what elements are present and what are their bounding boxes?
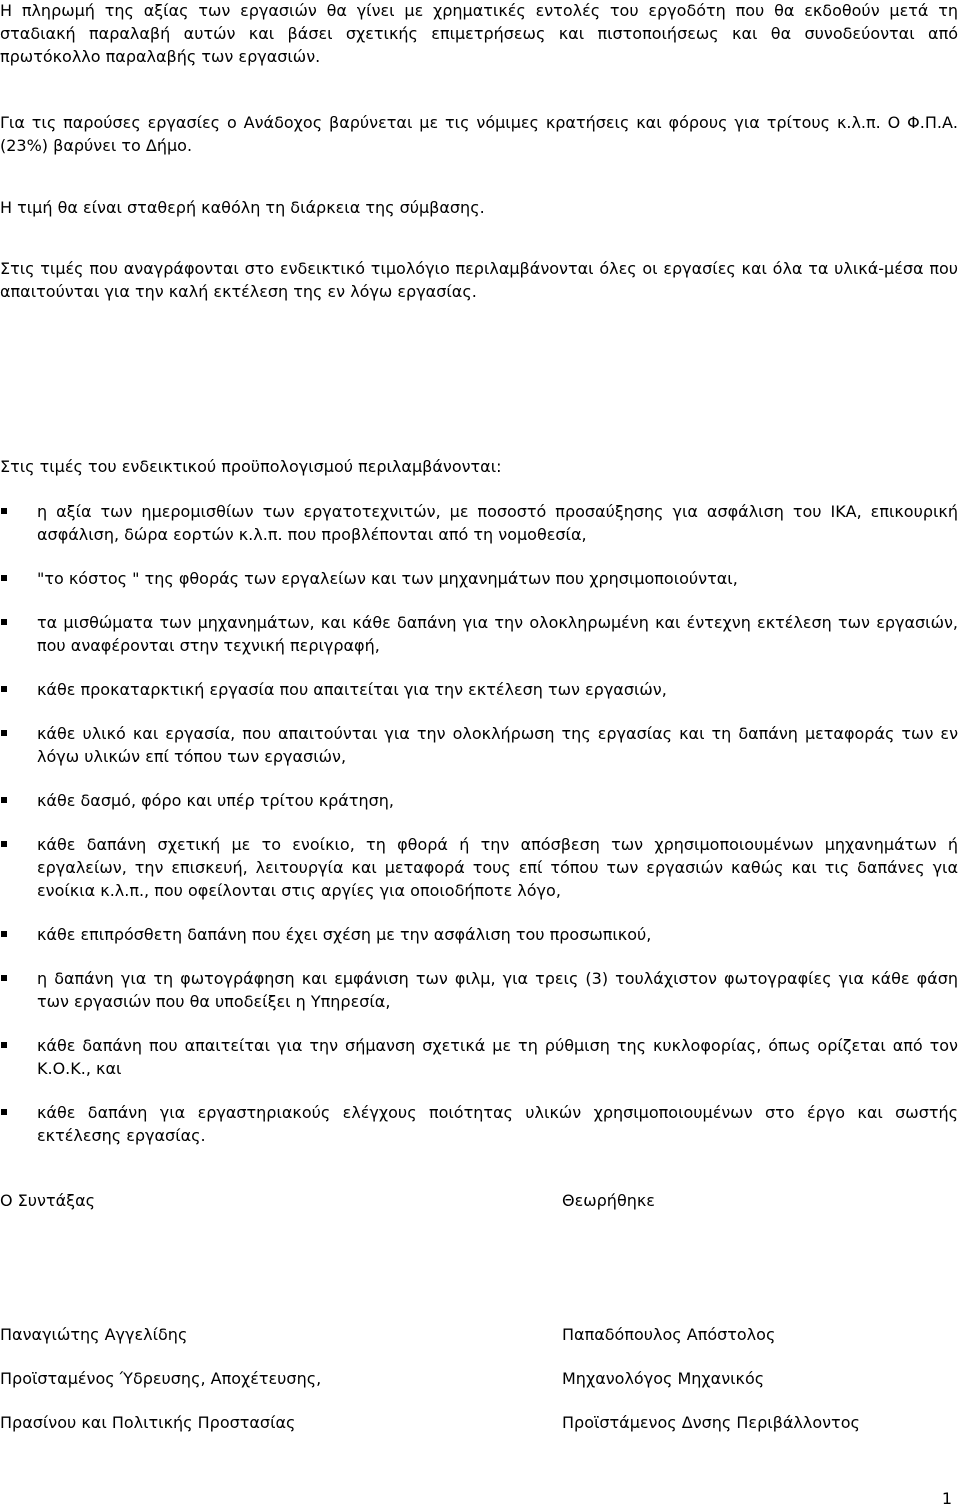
list-item: κάθε προκαταρκτική εργασία που απαιτείται για την εκτέλεση των εργασιών, — [0, 678, 958, 701]
prices-include-paragraph: Στις τιμές που αναγράφονται στο ενδεικτικό τιμολόγιο περιλαμβάνονται όλες οι εργασίες και όλα τα υλικά-μέσα που απαιτούνται για την καλή εκτέλεση της εν λόγω εργασίας. — [0, 259, 958, 301]
square-bullet-icon — [1, 975, 7, 981]
left-signature-heading: Ο Συντάξας — [0, 1191, 96, 1210]
payment-paragraph: Η πληρωμή της αξίας των εργασιών θα γίνει με χρηματικές εντολές του εργοδότη που θα εκδοθούν μετά τη σταδιακή παραλαβή αυτών και βάσει σχετικής επιμετρήσεως και πιστοποιήσεως και θα συνοδεύονται από πρωτόκολλο παραλαβής των εργασιών. — [0, 1, 958, 66]
budget-intro-paragraph: Στις τιμές του ενδεικτικού προϋπολογισμού περιλαμβάνονται: — [0, 457, 502, 476]
square-bullet-icon — [1, 686, 7, 692]
right-signatory-title-line1: Μηχανολόγος Μηχανικός — [562, 1369, 765, 1388]
left-signatory-title-line2: Πρασίνου και Πολιτικής Προστασίας — [0, 1413, 296, 1432]
list-item: κάθε δαπάνη που απαιτείται για την σήμανση σχετικά με τη ρύθμιση της κυκλοφορίας, όπως ορίζεται από τον Κ.Ο.Κ., και — [0, 1034, 958, 1080]
square-bullet-icon — [1, 841, 7, 847]
page-number: 1 — [941, 1489, 952, 1508]
right-signature-heading: Θεωρήθηκε — [562, 1191, 655, 1210]
list-item: τα μισθώματα των μηχανημάτων, και κάθε δαπάνη για την ολοκληρωμένη και έντεχνη εκτέλεση των εργασιών, που αναφέρονται στην τεχνική περιγραφή, — [0, 611, 958, 657]
list-item: κάθε επιπρόσθετη δαπάνη που έχει σχέση με την ασφάλιση του προσωπικού, — [0, 923, 958, 946]
list-item: κάθε υλικό και εργασία, που απαιτούνται για την ολοκλήρωση της εργασίας και τη δαπάνη μεταφοράς των εν λόγω υλικών επί τόπου των εργασιών, — [0, 722, 958, 768]
square-bullet-icon — [1, 730, 7, 736]
left-signatory-title-line1: Προϊσταμένος Ύδρευσης, Αποχέτευσης, — [0, 1369, 322, 1388]
square-bullet-icon — [1, 1042, 7, 1048]
included-costs-list — [0, 500, 958, 1168]
list-item: κάθε δασμό, φόρο και υπέρ τρίτου κράτηση, — [0, 789, 958, 812]
square-bullet-icon — [1, 1109, 7, 1115]
right-signatory-name: Παπαδόπουλος Απόστολος — [562, 1325, 776, 1344]
square-bullet-icon — [1, 619, 7, 625]
square-bullet-icon — [1, 575, 7, 581]
list-item: η αξία των ημερομισθίων των εργατοτεχνιτών, με ποσοστό προσαύξησης για ασφάλιση του ΙΚΑ, επικουρική ασφάλιση, δώρα εορτών κ.λ.π. που προβλέπονται από τη νομοθεσία, — [0, 500, 958, 546]
square-bullet-icon — [1, 508, 7, 514]
fixed-price-paragraph: Η τιμή θα είναι σταθερή καθόλη τη διάρκεια της σύμβασης. — [0, 198, 485, 217]
list-item: κάθε δαπάνη για εργαστηριακούς ελέγχους ποιότητας υλικών χρησιμοποιουμένων στο έργο και σωστής εκτέλεσης εργασίας. — [0, 1101, 958, 1147]
list-item: κάθε δαπάνη σχετική με το ενοίκιο, τη φθορά ή την απόσβεση των χρησιμοποιουμένων μηχανημάτων ή εργαλείων, την επισκευή, λειτουργία και μεταφορά τους επί τόπου των εργασιών καθώς και τις δαπάνες για ενοίκια κ.λ.π., που οφείλονται στις αργίες για οποιοδήποτε λόγο, — [0, 833, 958, 902]
list-item: η δαπάνη για τη φωτογράφηση και εμφάνιση των φιλμ, για τρεις (3) τουλάχιστον φωτογραφίες για κάθε φάση των εργασιών που θα υποδείξει η Υπηρεσία, — [0, 967, 958, 1013]
square-bullet-icon — [1, 797, 7, 803]
left-signatory-name: Παναγιώτης Αγγελίδης — [0, 1325, 188, 1344]
list-item: "το κόστος " της φθοράς των εργαλείων και των μηχανημάτων που χρησιμοποιούνται, — [0, 567, 958, 590]
right-signatory-title-line2: Προϊστάμενος Δνσης Περιβάλλοντος — [562, 1413, 860, 1432]
square-bullet-icon — [1, 931, 7, 937]
contractor-burden-paragraph: Για τις παρούσες εργασίες ο Ανάδοχος βαρύνεται με τις νόμιμες κρατήσεις και φόρους για τρίτους κ.λ.π. Ο Φ.Π.Α. (23%) βαρύνει το Δήμο. — [0, 113, 958, 155]
